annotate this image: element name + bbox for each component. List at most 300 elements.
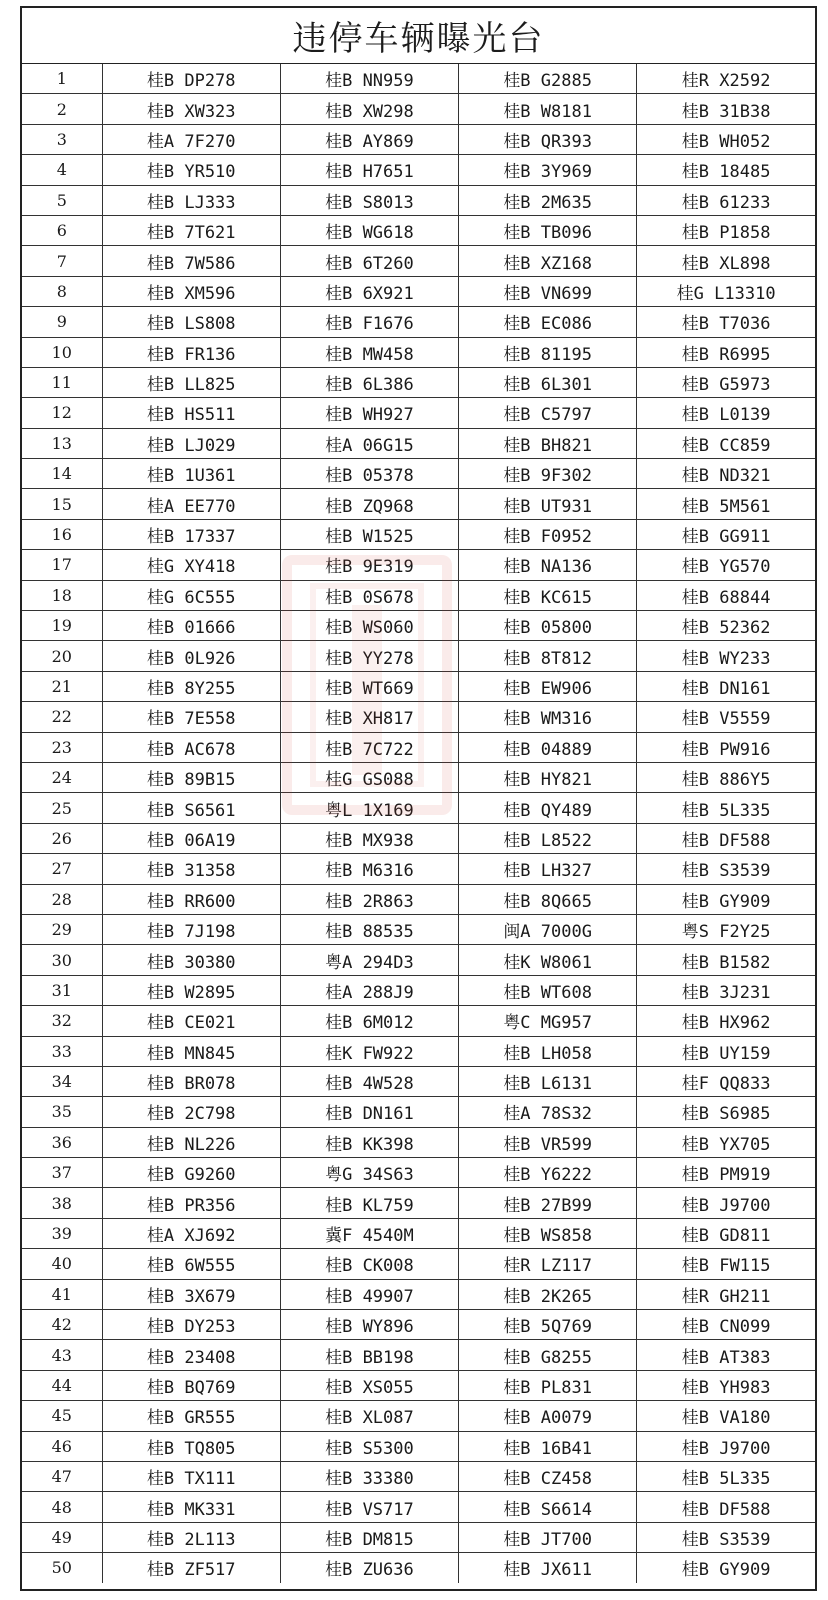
plate-cell: 桂B XL898 — [637, 246, 815, 276]
row-number: 14 — [22, 459, 102, 489]
plate-cell: 桂B BB198 — [280, 1340, 458, 1370]
plate-cell: 桂B WH052 — [637, 124, 815, 154]
row-number: 48 — [22, 1492, 102, 1522]
plate-cell: 桂B DN161 — [280, 1097, 458, 1127]
table-row — [22, 1370, 815, 1400]
plate-cell: 桂B YX705 — [637, 1127, 815, 1157]
plate-cell: 桂R X2592 — [637, 64, 815, 94]
plate-cell: 桂B 3J231 — [637, 975, 815, 1005]
plate-cell: 桂B RR600 — [102, 884, 280, 914]
plate-cell: 桂B BQ769 — [102, 1370, 280, 1400]
row-number: 16 — [22, 519, 102, 549]
plate-cell: 桂B CZ458 — [459, 1461, 637, 1491]
table-row — [22, 732, 815, 762]
plate-cell: 桂B KK398 — [280, 1127, 458, 1157]
table-row — [22, 945, 815, 975]
table-row — [22, 64, 815, 94]
plate-cell: 桂B V5559 — [637, 702, 815, 732]
table-row — [22, 884, 815, 914]
plate-cell: 桂B WY233 — [637, 641, 815, 671]
plate-cell: 桂B UT931 — [459, 489, 637, 519]
plate-cell: 桂B W2895 — [102, 975, 280, 1005]
plate-cell: 桂B PM919 — [637, 1158, 815, 1188]
plate-cell: 桂B 9E319 — [280, 550, 458, 580]
row-number: 10 — [22, 337, 102, 367]
plate-cell: 桂B 05800 — [459, 611, 637, 641]
plate-cell: 桂B GY909 — [637, 1553, 815, 1583]
table-row — [22, 1461, 815, 1491]
plate-cell: 粤C MG957 — [459, 1006, 637, 1036]
plate-cell: 桂K W8061 — [459, 945, 637, 975]
plate-cell: 桂B LL825 — [102, 367, 280, 397]
plate-cell: 粤L 1X169 — [280, 793, 458, 823]
row-number: 26 — [22, 823, 102, 853]
row-number: 7 — [22, 246, 102, 276]
row-number: 21 — [22, 671, 102, 701]
plate-cell: 桂B EW906 — [459, 671, 637, 701]
table-row — [22, 1492, 815, 1522]
table-row — [22, 1340, 815, 1370]
plate-cell: 桂B G8255 — [459, 1340, 637, 1370]
plate-cell: 桂B ZQ968 — [280, 489, 458, 519]
table-row — [22, 246, 815, 276]
plate-cell: 桂B XM596 — [102, 276, 280, 306]
plate-cell: 粤A 294D3 — [280, 945, 458, 975]
table-row — [22, 307, 815, 337]
table-row — [22, 641, 815, 671]
plate-cell: 桂B L0139 — [637, 398, 815, 428]
plate-cell: 桂B HX962 — [637, 1006, 815, 1036]
plate-cell: 桂B G5973 — [637, 367, 815, 397]
row-number: 17 — [22, 550, 102, 580]
plate-cell: 桂B R6995 — [637, 337, 815, 367]
plate-cell: 桂B 27B99 — [459, 1188, 637, 1218]
plate-cell: 桂B W8181 — [459, 94, 637, 124]
plate-cell: 桂B 9F302 — [459, 459, 637, 489]
table-row — [22, 185, 815, 215]
plate-cell: 桂B EC086 — [459, 307, 637, 337]
row-number: 1 — [22, 64, 102, 94]
plate-cell: 桂B DY253 — [102, 1310, 280, 1340]
table-row — [22, 489, 815, 519]
plate-cell: 桂B 5L335 — [637, 793, 815, 823]
plate-cell: 桂B UY159 — [637, 1036, 815, 1066]
plate-cell: 桂B 33380 — [280, 1461, 458, 1491]
plate-cell: 粤G 34S63 — [280, 1158, 458, 1188]
plate-cell: 桂B XH817 — [280, 702, 458, 732]
table-row — [22, 367, 815, 397]
plate-cell: 桂B 5M561 — [637, 489, 815, 519]
plate-cell: 桂B 7W586 — [102, 246, 280, 276]
plate-cell: 桂B 6L301 — [459, 367, 637, 397]
plate-cell: 桂R GH211 — [637, 1279, 815, 1309]
plate-cell: 桂B 7J198 — [102, 914, 280, 944]
row-number: 45 — [22, 1401, 102, 1431]
plate-cell: 桂B 7C722 — [280, 732, 458, 762]
row-number: 49 — [22, 1522, 102, 1552]
row-number: 9 — [22, 307, 102, 337]
table-row — [22, 1249, 815, 1279]
table-row — [22, 702, 815, 732]
row-number: 30 — [22, 945, 102, 975]
plate-cell: 桂B TX111 — [102, 1461, 280, 1491]
plate-cell: 桂B 18485 — [637, 155, 815, 185]
row-number: 37 — [22, 1158, 102, 1188]
plate-cell: 桂B CK008 — [280, 1249, 458, 1279]
plate-cell: 桂B QY489 — [459, 793, 637, 823]
plate-cell: 桂B F1676 — [280, 307, 458, 337]
plate-cell: 桂B S6614 — [459, 1492, 637, 1522]
plate-cell: 桂B 81195 — [459, 337, 637, 367]
plate-cell: 桂B KL759 — [280, 1188, 458, 1218]
table-row — [22, 1279, 815, 1309]
plate-cell: 桂B PR356 — [102, 1188, 280, 1218]
plate-cell: 桂B 52362 — [637, 611, 815, 641]
row-number: 43 — [22, 1340, 102, 1370]
plate-cell: 桂G XY418 — [102, 550, 280, 580]
table-row — [22, 823, 815, 853]
plate-cell: 桂B NN959 — [280, 64, 458, 94]
plate-cell: 桂B FR136 — [102, 337, 280, 367]
plate-cell: 桂B 8T812 — [459, 641, 637, 671]
plate-cell: 桂B AT383 — [637, 1340, 815, 1370]
plate-cell: 桂B ZU636 — [280, 1553, 458, 1583]
plate-cell: 闽A 7000G — [459, 914, 637, 944]
plate-cell: 桂B CC859 — [637, 428, 815, 458]
table-row — [22, 398, 815, 428]
plate-cell: 桂G L13310 — [637, 276, 815, 306]
plate-cell: 桂B 31B38 — [637, 94, 815, 124]
row-number: 22 — [22, 702, 102, 732]
row-number: 13 — [22, 428, 102, 458]
table-row — [22, 1310, 815, 1340]
plate-cell: 桂B PL831 — [459, 1370, 637, 1400]
row-number: 27 — [22, 854, 102, 884]
plate-cell: 桂B KC615 — [459, 580, 637, 610]
table-row — [22, 1097, 815, 1127]
plate-table — [22, 64, 815, 1583]
row-number: 25 — [22, 793, 102, 823]
plate-cell: 桂B JT700 — [459, 1522, 637, 1552]
row-number: 35 — [22, 1097, 102, 1127]
plate-cell: 桂B WT669 — [280, 671, 458, 701]
plate-cell: 桂B 7T621 — [102, 215, 280, 245]
plate-cell: 桂A EE770 — [102, 489, 280, 519]
plate-cell: 桂B MN845 — [102, 1036, 280, 1066]
plate-cell: 桂B YY278 — [280, 641, 458, 671]
plate-cell: 桂B VA180 — [637, 1401, 815, 1431]
row-number: 11 — [22, 367, 102, 397]
plate-cell: 桂B 06A19 — [102, 823, 280, 853]
plate-cell: 桂B JX611 — [459, 1553, 637, 1583]
table-row — [22, 1401, 815, 1431]
plate-cell: 桂A 78S32 — [459, 1097, 637, 1127]
row-number: 12 — [22, 398, 102, 428]
plate-cell: 桂A 06G15 — [280, 428, 458, 458]
plate-cell: 桂B S3539 — [637, 1522, 815, 1552]
plate-cell: 桂B MX938 — [280, 823, 458, 853]
table-row — [22, 580, 815, 610]
plate-cell: 桂B DM815 — [280, 1522, 458, 1552]
plate-cell: 桂B VS717 — [280, 1492, 458, 1522]
table-row — [22, 124, 815, 154]
plate-cell: 桂B W1525 — [280, 519, 458, 549]
row-number: 24 — [22, 762, 102, 792]
row-number: 15 — [22, 489, 102, 519]
plate-cell: 桂B GR555 — [102, 1401, 280, 1431]
plate-cell: 桂B Y6222 — [459, 1158, 637, 1188]
table-row — [22, 1553, 815, 1583]
row-number: 31 — [22, 975, 102, 1005]
plate-cell: 桂K FW922 — [280, 1036, 458, 1066]
table-row — [22, 1188, 815, 1218]
plate-cell: 桂B 01666 — [102, 611, 280, 641]
plate-cell: 桂B WS060 — [280, 611, 458, 641]
row-number: 4 — [22, 155, 102, 185]
plate-cell: 桂B CE021 — [102, 1006, 280, 1036]
plate-cell: 桂B TB096 — [459, 215, 637, 245]
plate-cell: 桂B WT608 — [459, 975, 637, 1005]
plate-cell: 桂G 6C555 — [102, 580, 280, 610]
row-number: 18 — [22, 580, 102, 610]
plate-cell: 桂B LH327 — [459, 854, 637, 884]
plate-cell: 桂B 04889 — [459, 732, 637, 762]
plate-cell: 桂B S8013 — [280, 185, 458, 215]
plate-cell: 桂B NA136 — [459, 550, 637, 580]
plate-cell: 桂B S5300 — [280, 1431, 458, 1461]
plate-cell: 桂B 6X921 — [280, 276, 458, 306]
table-row — [22, 1431, 815, 1461]
plate-cell: 冀F 4540M — [280, 1218, 458, 1248]
plate-cell: 桂B LJ029 — [102, 428, 280, 458]
plate-cell: 桂B DN161 — [637, 671, 815, 701]
plate-cell: 桂G GS088 — [280, 762, 458, 792]
plate-cell: 桂B P1858 — [637, 215, 815, 245]
row-number: 29 — [22, 914, 102, 944]
plate-cell: 桂B GY909 — [637, 884, 815, 914]
plate-cell: 桂B 7E558 — [102, 702, 280, 732]
plate-cell: 桂B TQ805 — [102, 1431, 280, 1461]
table-row — [22, 914, 815, 944]
plate-table-body — [22, 64, 815, 1583]
row-number: 19 — [22, 611, 102, 641]
table-row — [22, 550, 815, 580]
plate-cell: 桂B GD811 — [637, 1218, 815, 1248]
plate-cell: 桂B 6L386 — [280, 367, 458, 397]
plate-cell: 桂B WG618 — [280, 215, 458, 245]
plate-cell: 桂A 7F270 — [102, 124, 280, 154]
plate-cell: 桂B PW916 — [637, 732, 815, 762]
row-number: 44 — [22, 1370, 102, 1400]
row-number: 40 — [22, 1249, 102, 1279]
row-number: 50 — [22, 1553, 102, 1583]
table-row — [22, 276, 815, 306]
plate-cell: 桂B XW323 — [102, 94, 280, 124]
row-number: 41 — [22, 1279, 102, 1309]
plate-cell: 桂B YH983 — [637, 1370, 815, 1400]
row-number: 38 — [22, 1188, 102, 1218]
plate-cell: 桂B L8522 — [459, 823, 637, 853]
plate-cell: 桂B DF588 — [637, 823, 815, 853]
plate-cell: 桂B 2R863 — [280, 884, 458, 914]
plate-cell: 桂B 49907 — [280, 1279, 458, 1309]
plate-cell: 桂B BH821 — [459, 428, 637, 458]
row-number: 5 — [22, 185, 102, 215]
plate-cell: 桂B A0079 — [459, 1401, 637, 1431]
plate-cell: 桂B QR393 — [459, 124, 637, 154]
plate-cell: 桂B M6316 — [280, 854, 458, 884]
plate-cell: 粤S F2Y25 — [637, 914, 815, 944]
plate-cell: 桂B FW115 — [637, 1249, 815, 1279]
plate-cell: 桂A XJ692 — [102, 1218, 280, 1248]
plate-cell: 桂B 8Y255 — [102, 671, 280, 701]
table-row — [22, 1036, 815, 1066]
table-row — [22, 1066, 815, 1096]
row-number: 23 — [22, 732, 102, 762]
plate-cell: 桂B 0S678 — [280, 580, 458, 610]
plate-cell: 桂B HY821 — [459, 762, 637, 792]
plate-cell: 桂B 0L926 — [102, 641, 280, 671]
plate-cell: 桂B 89B15 — [102, 762, 280, 792]
row-number: 47 — [22, 1461, 102, 1491]
plate-cell: 桂F QQ833 — [637, 1066, 815, 1096]
plate-cell: 桂B S6985 — [637, 1097, 815, 1127]
plate-cell: 桂B H7651 — [280, 155, 458, 185]
plate-cell: 桂B WM316 — [459, 702, 637, 732]
plate-cell: 桂B 23408 — [102, 1340, 280, 1370]
row-number: 46 — [22, 1431, 102, 1461]
row-number: 3 — [22, 124, 102, 154]
plate-cell: 桂B NL226 — [102, 1127, 280, 1157]
table-row — [22, 337, 815, 367]
plate-cell: 桂B 2C798 — [102, 1097, 280, 1127]
plate-cell: 桂B ZF517 — [102, 1553, 280, 1583]
plate-cell: 桂B AY869 — [280, 124, 458, 154]
plate-cell: 桂B DP278 — [102, 64, 280, 94]
row-number: 33 — [22, 1036, 102, 1066]
plate-cell: 桂B C5797 — [459, 398, 637, 428]
plate-cell: 桂B BR078 — [102, 1066, 280, 1096]
table-row — [22, 1218, 815, 1248]
row-number: 42 — [22, 1310, 102, 1340]
plate-cell: 桂B 1U361 — [102, 459, 280, 489]
plate-cell: 桂B F0952 — [459, 519, 637, 549]
plate-cell: 桂B XL087 — [280, 1401, 458, 1431]
row-number: 6 — [22, 215, 102, 245]
table-row — [22, 1006, 815, 1036]
table-row — [22, 459, 815, 489]
plate-cell: 桂B 30380 — [102, 945, 280, 975]
row-number: 2 — [22, 94, 102, 124]
plate-cell: 桂B XS055 — [280, 1370, 458, 1400]
table-row — [22, 611, 815, 641]
plate-cell: 桂B 5L335 — [637, 1461, 815, 1491]
row-number: 28 — [22, 884, 102, 914]
plate-cell: 桂B VN699 — [459, 276, 637, 306]
plate-cell: 桂B WS858 — [459, 1218, 637, 1248]
plate-cell: 桂B CN099 — [637, 1310, 815, 1340]
plate-cell: 桂B WH927 — [280, 398, 458, 428]
plate-cell: 桂B L6131 — [459, 1066, 637, 1096]
table-row — [22, 762, 815, 792]
table-row — [22, 1127, 815, 1157]
plate-cell: 桂B AC678 — [102, 732, 280, 762]
plate-cell: 桂B 8Q665 — [459, 884, 637, 914]
plate-cell: 桂B J9700 — [637, 1188, 815, 1218]
plate-cell: 桂B XW298 — [280, 94, 458, 124]
row-number: 39 — [22, 1218, 102, 1248]
plate-cell: 桂B J9700 — [637, 1431, 815, 1461]
plate-cell: 桂B ND321 — [637, 459, 815, 489]
row-number: 34 — [22, 1066, 102, 1096]
plate-cell: 桂B 61233 — [637, 185, 815, 215]
plate-cell: 桂B G2885 — [459, 64, 637, 94]
plate-cell: 桂B 31358 — [102, 854, 280, 884]
plate-cell: 桂B 4W528 — [280, 1066, 458, 1096]
plate-cell: 桂B 3Y969 — [459, 155, 637, 185]
page-title: 违停车辆曝光台 — [22, 8, 815, 64]
plate-cell: 桂B LH058 — [459, 1036, 637, 1066]
plate-cell: 桂B LS808 — [102, 307, 280, 337]
table-row — [22, 1158, 815, 1188]
plate-cell: 桂B WY896 — [280, 1310, 458, 1340]
plate-cell: 桂B T7036 — [637, 307, 815, 337]
plate-cell: 桂B 6M012 — [280, 1006, 458, 1036]
plate-cell: 桂B 6T260 — [280, 246, 458, 276]
plate-cell: 桂B 886Y5 — [637, 762, 815, 792]
plate-cell: 桂B 2K265 — [459, 1279, 637, 1309]
exposure-sheet — [20, 6, 817, 1591]
table-row — [22, 155, 815, 185]
table-row — [22, 519, 815, 549]
plate-cell: 桂B 17337 — [102, 519, 280, 549]
plate-cell: 桂B MW458 — [280, 337, 458, 367]
plate-cell: 桂B GG911 — [637, 519, 815, 549]
plate-cell: 桂B 6W555 — [102, 1249, 280, 1279]
plate-cell: 桂B 3X679 — [102, 1279, 280, 1309]
plate-cell: 桂B LJ333 — [102, 185, 280, 215]
table-row — [22, 671, 815, 701]
plate-cell: 桂B XZ168 — [459, 246, 637, 276]
table-row — [22, 428, 815, 458]
plate-cell: 桂A 288J9 — [280, 975, 458, 1005]
plate-cell: 桂B DF588 — [637, 1492, 815, 1522]
row-number: 36 — [22, 1127, 102, 1157]
table-row — [22, 793, 815, 823]
plate-cell: 桂B G9260 — [102, 1158, 280, 1188]
plate-cell: 桂B 2M635 — [459, 185, 637, 215]
plate-cell: 桂B 2L113 — [102, 1522, 280, 1552]
plate-cell: 桂B 88535 — [280, 914, 458, 944]
row-number: 8 — [22, 276, 102, 306]
row-number: 20 — [22, 641, 102, 671]
plate-cell: 桂B HS511 — [102, 398, 280, 428]
table-row — [22, 1522, 815, 1552]
plate-cell: 桂B MK331 — [102, 1492, 280, 1522]
plate-cell: 桂B YR510 — [102, 155, 280, 185]
table-row — [22, 94, 815, 124]
plate-cell: 桂B 05378 — [280, 459, 458, 489]
plate-cell: 桂B VR599 — [459, 1127, 637, 1157]
plate-cell: 桂B S3539 — [637, 854, 815, 884]
table-row — [22, 854, 815, 884]
plate-cell: 桂B 5Q769 — [459, 1310, 637, 1340]
plate-cell: 桂B YG570 — [637, 550, 815, 580]
plate-cell: 桂R LZ117 — [459, 1249, 637, 1279]
row-number: 32 — [22, 1006, 102, 1036]
table-row — [22, 975, 815, 1005]
plate-cell: 桂B 68844 — [637, 580, 815, 610]
